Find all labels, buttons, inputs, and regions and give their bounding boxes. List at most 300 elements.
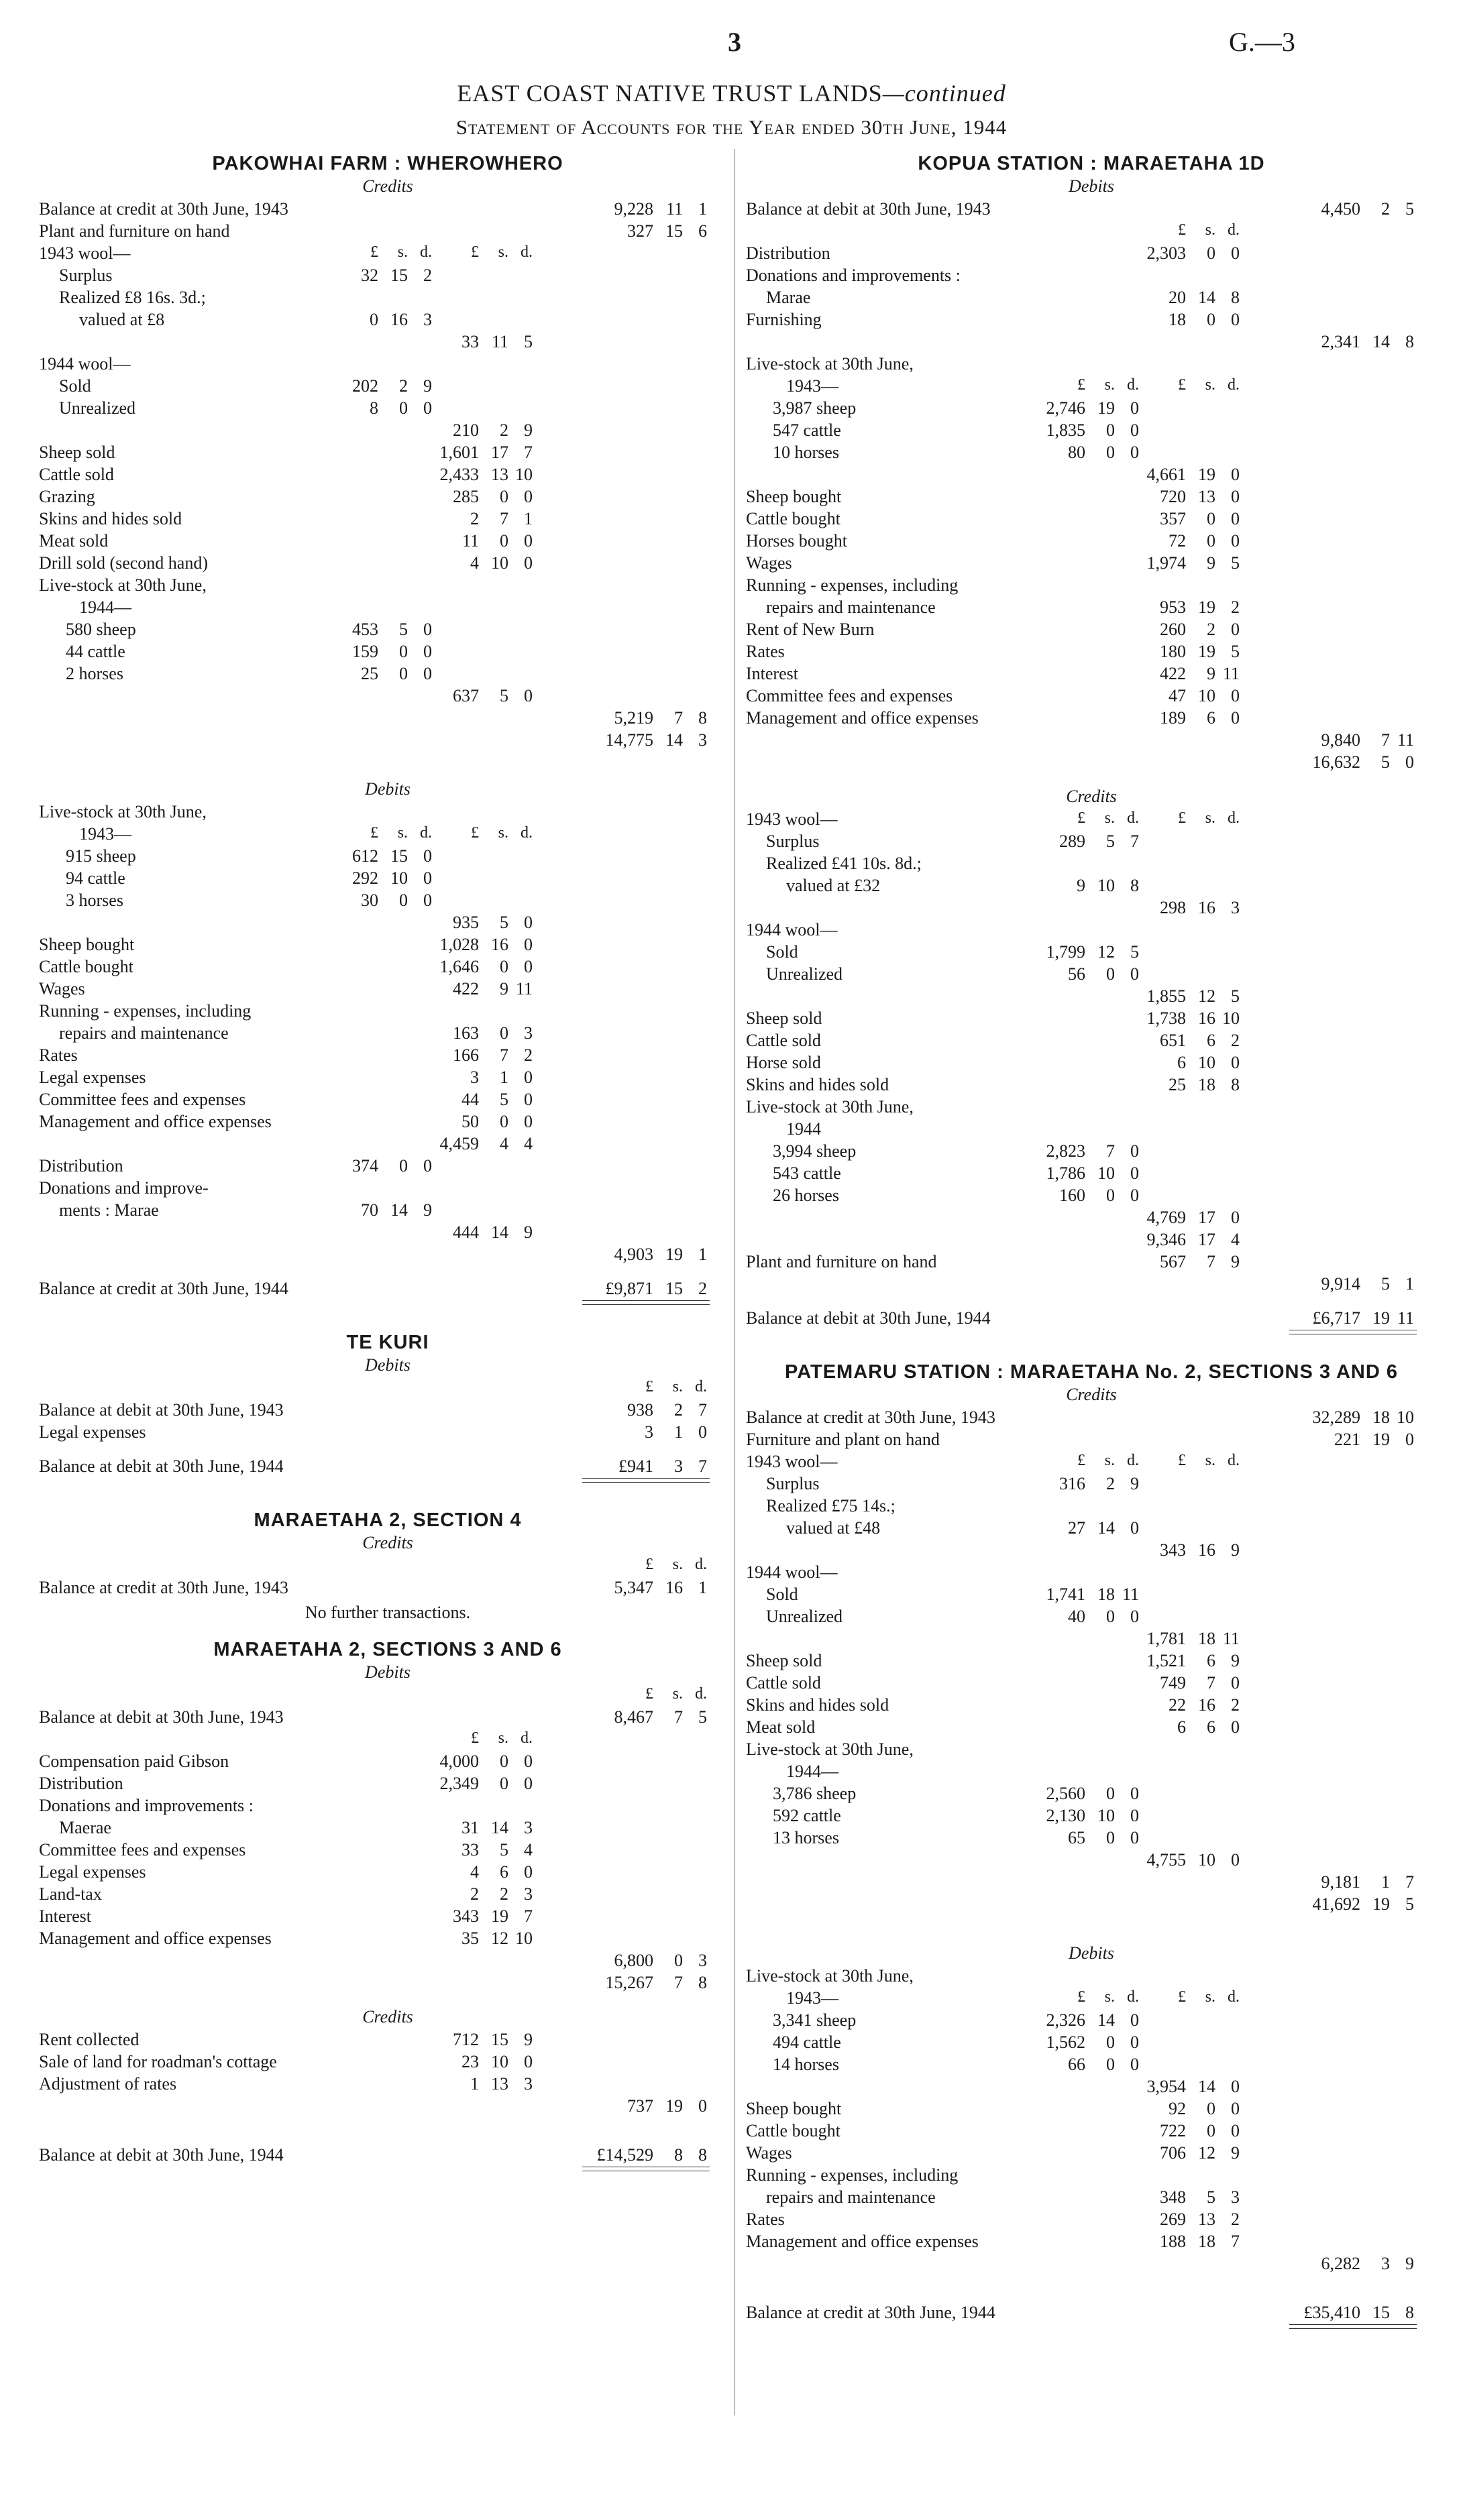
mid-amount-pounds: 2 [470, 1884, 479, 1904]
ledger-row-label: Distribution [39, 1774, 123, 1793]
patemaru-section [746, 1361, 1437, 2325]
ledger-row-label: 1944 [786, 1119, 821, 1139]
mid-amount-pence: 0 [524, 487, 533, 506]
mid-amount-pence: 3 [524, 1818, 533, 1837]
sub-amount-pence: 0 [423, 1156, 432, 1176]
sub-amount-pounds: 27 [1068, 1518, 1085, 1538]
ledger-row [746, 1784, 1437, 1806]
ledger-row-label: Interest [39, 1906, 91, 1926]
ledger-row [746, 752, 1437, 775]
total-amount [589, 1422, 707, 1442]
ledger-row-label: Cattle bought [746, 509, 841, 528]
ledger-row-label: repairs and maintenance [766, 597, 936, 617]
lsd-heading-pounds: £ [370, 243, 378, 261]
ledger-row-label: Cattle sold [39, 465, 114, 484]
lsd-heading-pence: d. [1228, 376, 1240, 394]
ledger-row [746, 2121, 1437, 2143]
mid-amount [1122, 597, 1240, 618]
mid-amount-pence: 0 [1231, 708, 1240, 728]
total-amount-pence: 8 [698, 2145, 707, 2165]
lsd-heading-pounds: £ [1077, 376, 1085, 394]
mid-amount-pence: 0 [524, 531, 533, 551]
lsd-heading-pence: d. [695, 1685, 707, 1703]
tekuri-title: TE KURI [346, 1332, 429, 1353]
lsd-heading-pence: d. [695, 1378, 707, 1395]
ledger-row [39, 310, 737, 332]
mid-amount-pence: 0 [1231, 686, 1240, 705]
sub-amount [1021, 2055, 1139, 2075]
ledger-row [746, 1097, 1437, 1119]
mid-amount [415, 1752, 533, 1772]
ledger-row-label: Management and office expenses [39, 1112, 272, 1131]
mid-amount-shillings: 12 [491, 1929, 508, 1948]
sub-amount-pence: 0 [1130, 443, 1139, 462]
mid-amount-pence: 8 [1231, 288, 1240, 307]
sub-amount [1021, 1518, 1139, 1538]
mid-amount-shillings: 4 [500, 1134, 508, 1153]
mid-amount-pence: 0 [1231, 1673, 1240, 1693]
ledger-row-label: Legal expenses [39, 1862, 146, 1882]
mid-amount-shillings: 12 [1198, 2143, 1215, 2163]
mid-amount [1122, 1540, 1240, 1560]
ledger-row-label: Sold [766, 942, 798, 962]
m2s4-note: No further transactions. [305, 1603, 471, 1622]
ledger-row-label: Management and office expenses [746, 2232, 979, 2251]
sub-amount-shillings: 14 [390, 1200, 408, 1220]
sub-amount [314, 398, 432, 418]
lsd-heading-pounds: £ [645, 1378, 653, 1395]
mid-amount-pounds: 4,000 [439, 1752, 479, 1771]
mid-amount-pounds: 33 [462, 332, 479, 351]
ledger-row-label: Balance at debit at 30th June, 1943 [39, 1400, 284, 1420]
mid-amount-pence: 0 [1231, 1208, 1240, 1227]
mid-amount-shillings: 14 [1198, 288, 1215, 307]
ledger-row [39, 1134, 737, 1156]
sub-amount-pence: 0 [1130, 420, 1139, 440]
kopua-balance [746, 1308, 1437, 1330]
ledger-row-label: 547 cattle [773, 420, 841, 440]
total-amount-pounds: 9,181 [1321, 1872, 1360, 1892]
title-continued: —continued [882, 80, 1006, 107]
ledger-row [39, 1774, 737, 1796]
ledger-row [746, 686, 1437, 708]
ledger-row [39, 2074, 737, 2096]
sub-amount-shillings: 14 [1097, 2010, 1115, 2030]
total-amount-pence: 10 [1397, 1408, 1414, 1427]
mid-amount-pence: 0 [524, 2052, 533, 2071]
ledger-row [39, 575, 737, 597]
ledger-row [746, 2254, 1437, 2276]
mid-amount-shillings: 13 [491, 465, 508, 484]
mid-amount-pence: 0 [524, 957, 533, 976]
ledger-row [39, 2096, 737, 2118]
mid-amount-pounds: 706 [1160, 2143, 1186, 2163]
mid-amount [1122, 2099, 1240, 2119]
ledger-row [39, 531, 737, 553]
total-amount-shillings: 8 [674, 2145, 683, 2165]
total-amount [1296, 1430, 1414, 1450]
total-amount-pence: 8 [1405, 2303, 1414, 2322]
ledger-row [746, 1651, 1437, 1673]
sub-amount [1021, 1828, 1139, 1848]
m2s4-title: MARAETAHA 2, SECTION 4 [254, 1509, 522, 1531]
mid-amount-pounds: 4 [470, 1862, 479, 1882]
ledger-row [746, 2143, 1437, 2165]
total-amount-shillings: 11 [665, 199, 683, 219]
ledger-row [746, 443, 1437, 465]
sub-amount [314, 1200, 432, 1220]
lsd-heading-pence: d. [420, 243, 432, 261]
mid-amount [415, 1906, 533, 1927]
mid-amount-pence: 2 [1231, 1031, 1240, 1050]
total-amount-pounds: 9,840 [1321, 730, 1360, 750]
mid-amount [1122, 2077, 1240, 2097]
mid-amount-shillings: 14 [491, 1222, 508, 1242]
total-amount [1296, 1308, 1414, 1328]
ledger-row-label: 1943 wool— [746, 809, 838, 829]
ledger-row [39, 1884, 737, 1906]
ledger-row-label: repairs and maintenance [59, 1023, 229, 1043]
mid-amount-pence: 10 [1222, 1009, 1240, 1028]
mid-amount-pence: 7 [524, 1906, 533, 1926]
mid-amount-pence: 9 [1231, 1651, 1240, 1670]
ledger-row [39, 2030, 737, 2052]
lsd-heading-shillings: s. [1104, 376, 1115, 394]
pakowhai-credits-ledger [39, 199, 737, 752]
total-amount-shillings: 7 [1381, 730, 1390, 750]
ledger-row [746, 1762, 1437, 1784]
ledger-row-label: 94 cattle [66, 868, 125, 888]
mid-amount-shillings: 16 [491, 935, 508, 954]
double-rule [1289, 1330, 1417, 1334]
mid-amount-pence: 0 [1231, 509, 1240, 528]
ledger-row [39, 376, 737, 398]
ledger-row-label: Meat sold [746, 1717, 816, 1737]
mid-amount [1122, 243, 1240, 264]
ledger-row [39, 1929, 737, 1951]
mid-amount-pence: 2 [1231, 1695, 1240, 1715]
ledger-row-label: Committee fees and expenses [39, 1840, 246, 1859]
ledger-row [39, 1023, 737, 1045]
mid-amount [1122, 2210, 1240, 2230]
total-amount-pence: 5 [698, 1707, 707, 1727]
lsd-heading [415, 824, 533, 842]
ledger-row [39, 824, 737, 846]
mid-amount-pence: 3 [524, 1884, 533, 1904]
ledger-row [39, 686, 737, 708]
ledger-row-label: Donations and improvements : [39, 1796, 254, 1815]
sub-amount-shillings: 10 [390, 868, 408, 888]
mid-amount-pounds: 33 [462, 1840, 479, 1859]
ledger-row-label: Balance at debit at 30th June, 1944 [39, 1456, 284, 1476]
mid-amount-pounds: 722 [1160, 2121, 1186, 2140]
mid-amount-pounds: 651 [1160, 1031, 1186, 1050]
total-amount-pence: 1 [698, 199, 707, 219]
total-amount-shillings: 19 [665, 2096, 683, 2116]
ledger-row [39, 802, 737, 824]
ledger-row [39, 288, 737, 310]
lsd-heading-pence: d. [1228, 1452, 1240, 1469]
mid-amount-shillings: 16 [1198, 1695, 1215, 1715]
mid-amount-shillings: 6 [500, 1862, 508, 1882]
sub-amount [1021, 1585, 1139, 1605]
mid-amount-pounds: 72 [1169, 531, 1186, 551]
ledger-row [39, 1707, 737, 1729]
mid-amount [1122, 1208, 1240, 1228]
mid-amount [1122, 1850, 1240, 1870]
mid-amount-shillings: 5 [1207, 2187, 1215, 2207]
total-amount-pounds: 4,450 [1321, 199, 1360, 219]
sub-amount-pence: 0 [1130, 1806, 1139, 1825]
ledger-row [39, 1279, 737, 1301]
ledger-row [746, 1872, 1437, 1894]
ledger-row-label: Balance at credit at 30th June, 1943 [39, 1578, 288, 1597]
ledger-row-label: Unrealized [766, 1607, 843, 1626]
ledger-row [746, 1562, 1437, 1585]
sub-amount-pounds: 316 [1059, 1474, 1085, 1493]
mid-amount [1122, 986, 1240, 1007]
lsd-heading-shillings: s. [498, 243, 508, 261]
sub-amount-pounds: 612 [352, 846, 378, 866]
ledger-row [39, 1178, 737, 1200]
ledger-row [39, 465, 737, 487]
mid-amount-shillings: 0 [500, 1023, 508, 1043]
sub-amount-pounds: 56 [1068, 964, 1085, 984]
sub-amount-pounds: 1,741 [1046, 1585, 1085, 1604]
total-amount-pence: 7 [698, 1400, 707, 1420]
ledger-row-label: Rates [746, 2210, 785, 2229]
sub-amount-pence: 0 [1130, 2010, 1139, 2030]
ledger-row-label: Wages [746, 2143, 792, 2163]
pakowhai-balance [39, 1279, 737, 1301]
mid-amount-shillings: 0 [1207, 509, 1215, 528]
mid-amount-shillings: 5 [500, 1840, 508, 1859]
sub-amount [314, 642, 432, 662]
total-amount-pence: 0 [1405, 752, 1414, 772]
ledger-row [746, 730, 1437, 752]
mid-amount-pence: 0 [524, 935, 533, 954]
sub-amount-pounds: 40 [1068, 1607, 1085, 1626]
mid-amount [1122, 487, 1240, 507]
ledger-row [39, 332, 737, 354]
total-amount-pounds: 9,228 [614, 199, 653, 219]
mid-amount-pounds: 3 [470, 1068, 479, 1087]
ledger-row-label: 1944 wool— [746, 920, 838, 939]
ledger-row [746, 2303, 1437, 2325]
mid-amount [415, 1774, 533, 1794]
mid-amount-pence: 2 [524, 1045, 533, 1065]
mid-amount-pence: 2 [1231, 2210, 1240, 2229]
lsd-heading [589, 1556, 707, 1574]
sub-amount-pounds: 2,326 [1046, 2010, 1085, 2030]
ledger-row-label: Balance at credit at 30th June, 1944 [39, 1279, 288, 1298]
mid-amount [415, 332, 533, 352]
sub-amount-shillings: 0 [399, 642, 408, 661]
sub-amount [1021, 964, 1139, 984]
ledger-row [746, 1186, 1437, 1208]
lsd-heading-pence: d. [420, 824, 432, 842]
mid-amount-shillings: 19 [1198, 597, 1215, 617]
total-amount-pounds: 5,347 [614, 1578, 653, 1597]
ledger-row-label: Wages [39, 979, 85, 998]
ledger-row [39, 1200, 737, 1222]
ledger-row [746, 1673, 1437, 1695]
ledger-row-label: Wages [746, 553, 792, 573]
total-amount-shillings: 14 [1372, 332, 1390, 351]
mid-amount-shillings: 10 [1198, 1850, 1215, 1870]
mid-amount-shillings: 17 [1198, 1230, 1215, 1249]
sub-amount-pence: 0 [423, 620, 432, 639]
ledger-row [746, 288, 1437, 310]
lsd-heading-shillings: s. [1104, 809, 1115, 827]
total-amount [1296, 752, 1414, 772]
total-amount-pence: 1 [698, 1245, 707, 1264]
left-column [39, 153, 737, 2171]
mid-amount-pence: 4 [1231, 1230, 1240, 1249]
mid-amount-shillings: 13 [1198, 2210, 1215, 2229]
sub-amount [1021, 1784, 1139, 1804]
kopua-credits-ledger [746, 809, 1437, 1296]
ledger-row-label: 1944 wool— [39, 354, 131, 374]
patemaru-title: PATEMARU STATION : MARAETAHA No. 2, SECTIONS 3 AND 6 [785, 1361, 1398, 1383]
sub-amount [314, 846, 432, 866]
ledger-row [746, 1518, 1437, 1540]
mid-amount-pounds: 35 [462, 1929, 479, 1948]
ledger-row [746, 398, 1437, 420]
page-reference: G.—3 [1229, 27, 1295, 57]
ledger-row-label: 1943 wool— [39, 243, 131, 263]
ledger-row [746, 1031, 1437, 1053]
ledger-row [39, 664, 737, 686]
total-amount-pence: 0 [1405, 1430, 1414, 1449]
ledger-row-label: Management and office expenses [39, 1929, 272, 1948]
ledger-row [746, 1075, 1437, 1097]
ledger-row [746, 1828, 1437, 1850]
sub-amount-shillings: 0 [1106, 1607, 1115, 1626]
ledger-row [746, 1717, 1437, 1739]
mid-amount-pounds: 1,974 [1146, 553, 1186, 573]
total-amount-pence: 5 [1405, 199, 1414, 219]
sub-amount-pence: 9 [423, 376, 432, 396]
ledger-row [746, 1474, 1437, 1496]
sub-amount-pounds: 2,130 [1046, 1806, 1085, 1825]
ledger-row-label: Distribution [39, 1156, 123, 1176]
total-amount-pounds: 15,267 [605, 1973, 653, 1992]
total-amount-pounds: 6,800 [614, 1951, 653, 1970]
sub-amount [314, 376, 432, 396]
sub-amount-pence: 0 [1130, 2032, 1139, 2052]
page-title [0, 79, 1463, 107]
total-amount-pence: 8 [1405, 332, 1414, 351]
mid-amount-pence: 3 [524, 2074, 533, 2094]
sub-amount [314, 1156, 432, 1176]
ledger-row [746, 2187, 1437, 2210]
ledger-row [746, 199, 1437, 221]
mid-amount [1122, 2121, 1240, 2141]
ledger-row-label: Plant and furniture on hand [39, 221, 230, 241]
ledger-row [746, 266, 1437, 288]
sub-amount-pounds: 1,786 [1046, 1163, 1085, 1183]
mid-amount-pence: 0 [524, 1862, 533, 1882]
lsd-heading-pounds: £ [1178, 1988, 1186, 2006]
mid-amount-shillings: 7 [1207, 1252, 1215, 1271]
ledger-row [746, 2010, 1437, 2032]
kopua-debits-label: Debits [1069, 176, 1114, 196]
mid-amount-pence: 0 [524, 1752, 533, 1771]
total-amount-shillings: 0 [674, 1951, 683, 1970]
ledger-row [746, 2210, 1437, 2232]
sub-amount-pence: 0 [423, 868, 432, 888]
total-amount-pence: 3 [698, 1951, 707, 1970]
ledger-row-label: Interest [746, 664, 798, 683]
mid-amount [415, 1862, 533, 1882]
ledger-row [39, 243, 737, 266]
sub-amount-pence: 0 [1130, 964, 1139, 984]
ledger-row [39, 642, 737, 664]
total-amount-shillings: 19 [665, 1245, 683, 1264]
ledger-row [39, 1862, 737, 1884]
mid-amount-pence: 7 [1231, 2232, 1240, 2251]
ledger-row-label: Live-stock at 30th June, [39, 802, 207, 821]
ledger-row-label: Sheep sold [746, 1009, 822, 1028]
mid-amount-shillings: 18 [1198, 2232, 1215, 2251]
ledger-row-label: Running - expenses, including [39, 1001, 252, 1021]
lsd-heading-pounds: £ [471, 243, 479, 261]
ledger-row-label: Live-stock at 30th June, [39, 575, 207, 595]
mid-amount-pounds: 1,738 [1146, 1009, 1186, 1028]
sub-amount-pounds: 1,835 [1046, 420, 1085, 440]
mid-amount [1122, 1053, 1240, 1073]
ledger-row [39, 913, 737, 935]
ledger-row-label: Realized £75 14s.; [766, 1496, 896, 1515]
sub-amount-pounds: 65 [1068, 1828, 1085, 1847]
sub-amount [314, 664, 432, 684]
ledger-row-label: 592 cattle [773, 1806, 841, 1825]
lsd-heading-shillings: s. [672, 1685, 683, 1703]
ledger-row-label: Donations and improve- [39, 1178, 209, 1198]
ledger-row [39, 957, 737, 979]
total-amount [1296, 332, 1414, 352]
ledger-row-label: 44 cattle [66, 642, 125, 661]
mid-amount [415, 1222, 533, 1243]
ledger-row-label: Rates [39, 1045, 78, 1065]
total-amount-pence: 0 [698, 1422, 707, 1442]
ledger-row-label: repairs and maintenance [766, 2187, 936, 2207]
sub-amount-pounds: 374 [352, 1156, 378, 1176]
sub-amount-shillings: 5 [399, 620, 408, 639]
mid-amount-pounds: 935 [453, 913, 479, 932]
ledger-row-label: 2 horses [66, 664, 123, 683]
ledger-row [746, 1163, 1437, 1186]
sub-amount-pounds: 25 [361, 664, 378, 683]
mid-amount-pounds: 1 [470, 2074, 479, 2094]
total-amount-shillings: 1 [674, 1422, 683, 1442]
ledger-row [39, 1222, 737, 1245]
sub-amount [1021, 443, 1139, 463]
lsd-heading-shillings: s. [1104, 1452, 1115, 1469]
mid-amount-pounds: 269 [1160, 2210, 1186, 2229]
mid-amount-shillings: 6 [1207, 1651, 1215, 1670]
lsd-heading-pounds: £ [1178, 1452, 1186, 1469]
mid-amount [1122, 620, 1240, 640]
mid-amount-shillings: 9 [1207, 664, 1215, 683]
total-amount [589, 221, 707, 241]
ledger-row [746, 2055, 1437, 2077]
ledger-row [746, 620, 1437, 642]
ledger-row-label: valued at £8 [79, 310, 165, 329]
lsd-heading-pounds: £ [1178, 221, 1186, 239]
mid-amount-pence: 0 [1231, 2099, 1240, 2118]
